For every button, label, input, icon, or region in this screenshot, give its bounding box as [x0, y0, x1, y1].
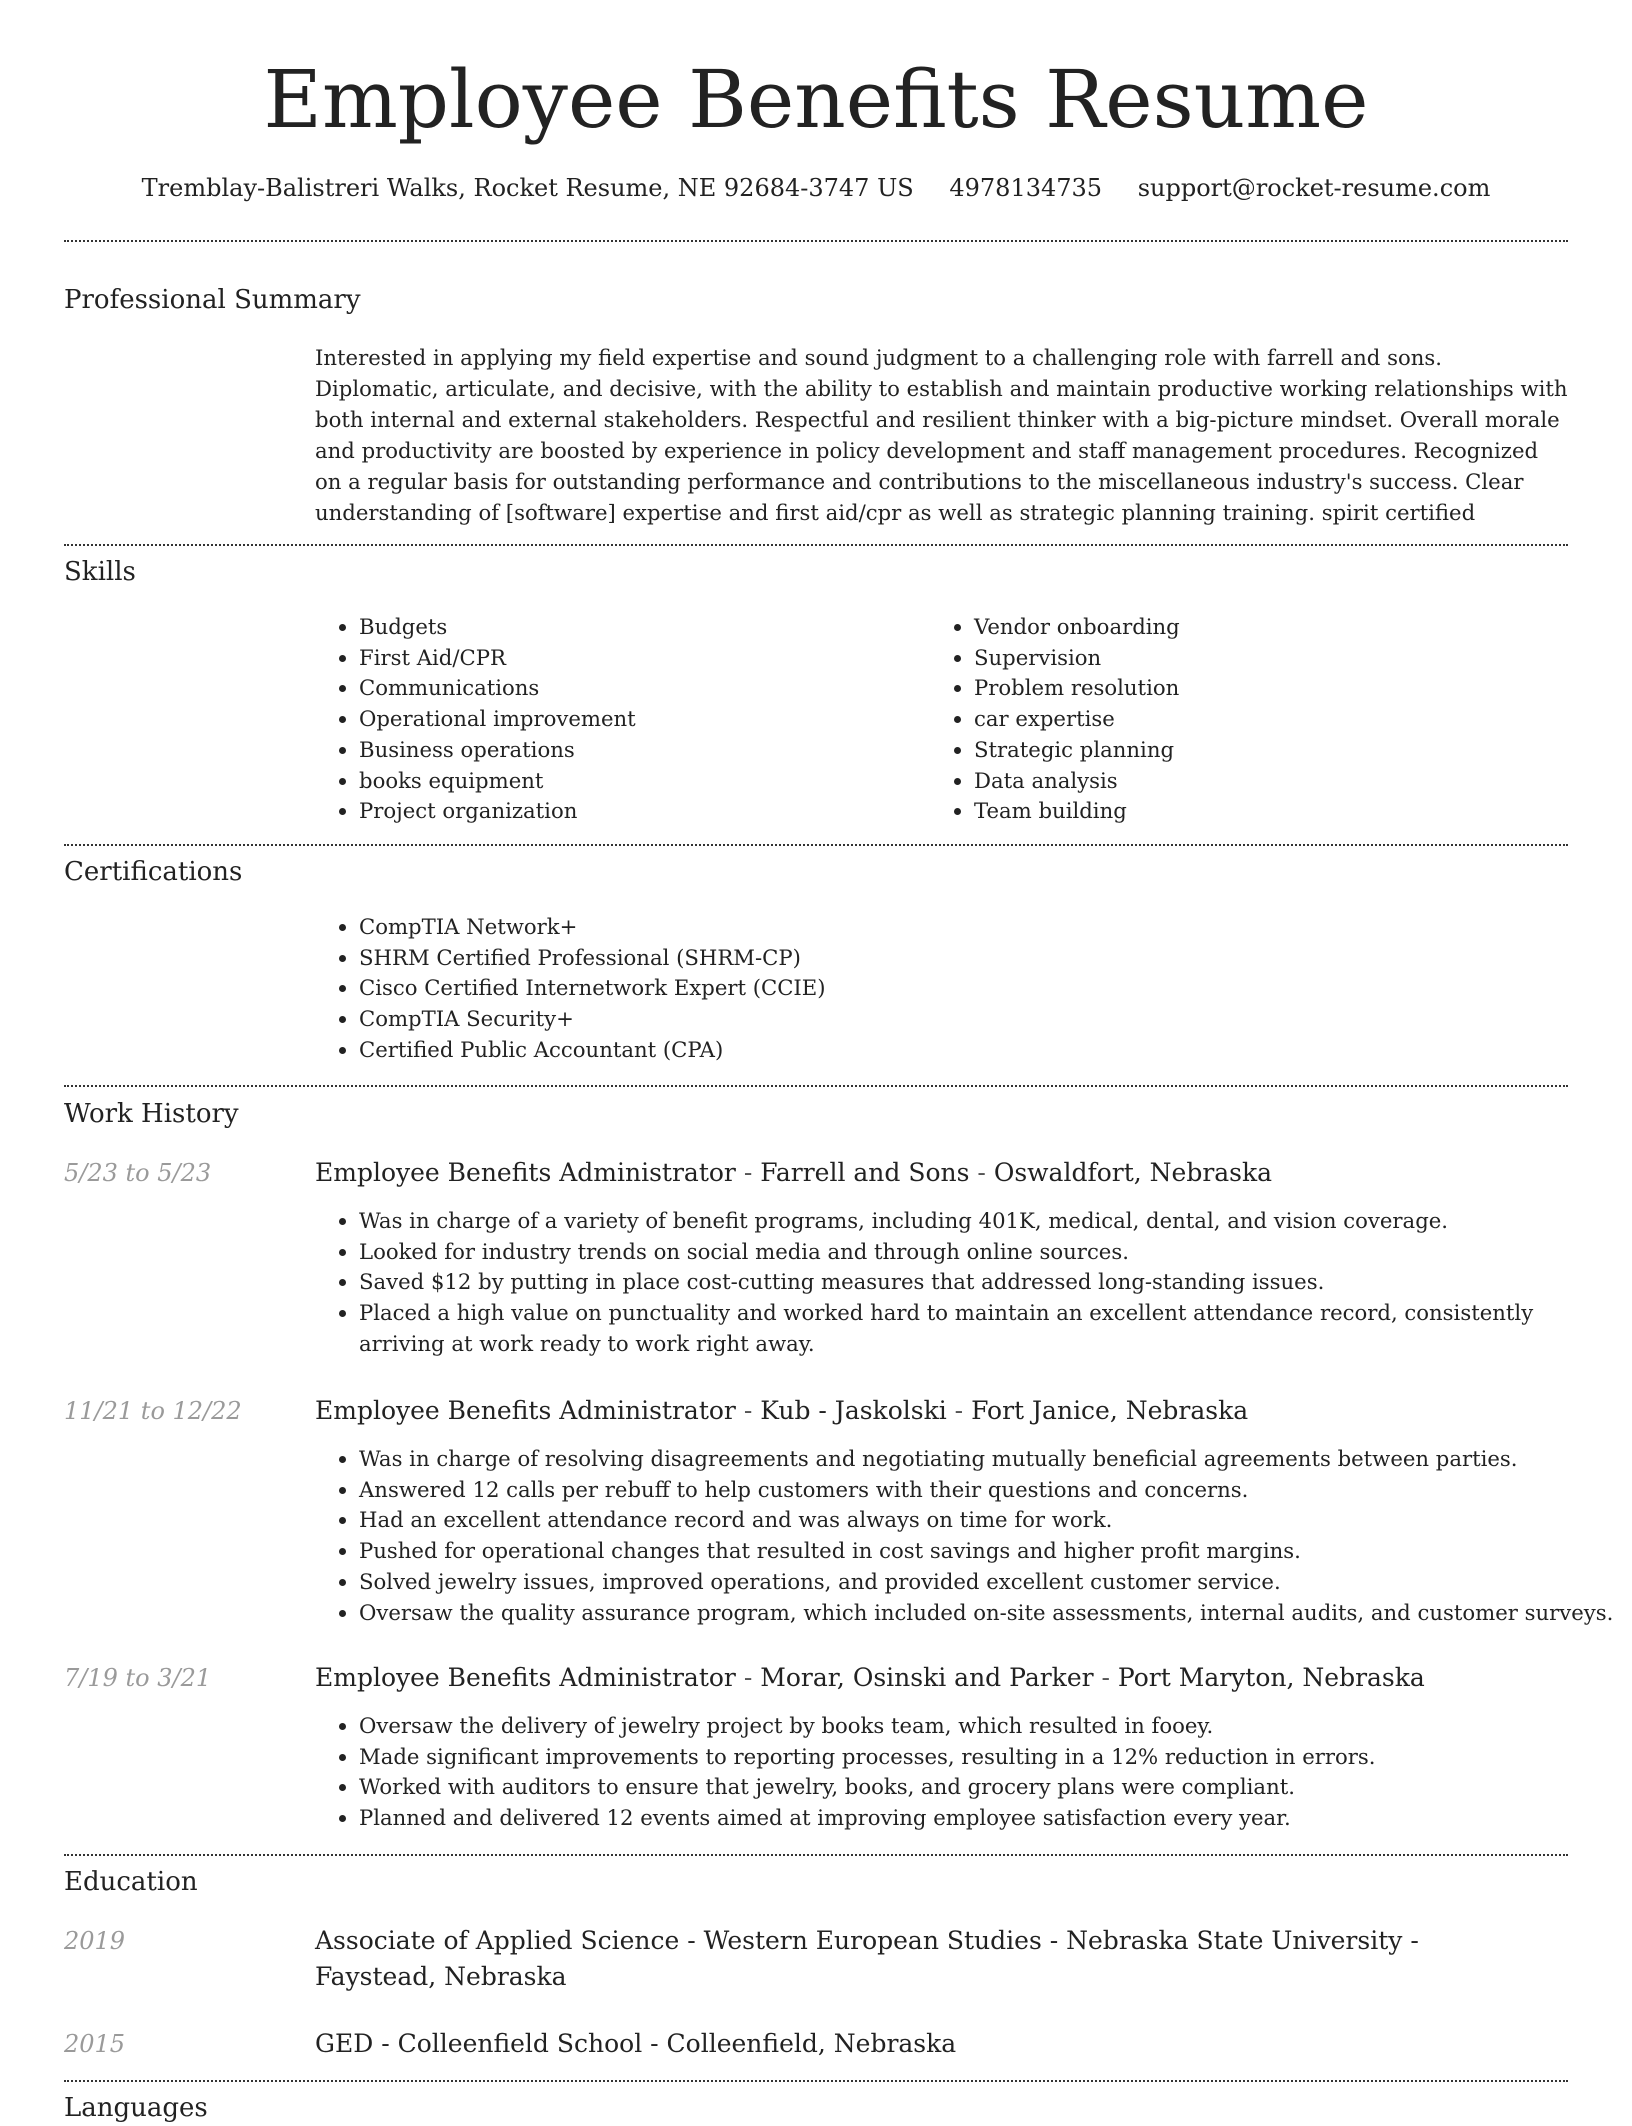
list-item: • Certified Public Accountant (CPA) [359, 1035, 1559, 1066]
contact-phone: 4978134735 [949, 174, 1103, 202]
section-divider [64, 1854, 1568, 1856]
list-item: • Placed a high value on punctuality and worked hard to maintain an excellent attendance record, consistently arriving at work ready to work right away. [359, 1298, 1589, 1359]
certifications-heading: Certifications [64, 857, 243, 887]
contact-address: Tremblay-Balistreri Walks, Rocket Resume, NE 92684-3747 US [141, 174, 914, 202]
list-item: • Team building [974, 796, 1574, 827]
list-item: • Project organization [359, 796, 919, 827]
section-divider [64, 844, 1568, 846]
list-item: • Budgets [359, 612, 919, 643]
job-company: Morar, Osinski and Parker [760, 1663, 1094, 1692]
list-item: • Worked with auditors to ensure that jewelry, books, and grocery plans were compliant. [359, 1772, 1589, 1803]
job-title-line: Employee Benefits Administrator - Morar, Osinski and Parker - Port Maryton, Nebraska [315, 1663, 1425, 1692]
list-item: • SHRM Certified Professional (SHRM-CP) [359, 943, 1559, 974]
job-title-line: Employee Benefits Administrator - Farrell and Sons - Oswaldfort, Nebraska [315, 1158, 1273, 1187]
list-item: • Was in charge of a variety of benefit programs, including 401K, medical, dental, and vision coverage. [359, 1206, 1589, 1237]
list-item: • Data analysis [974, 766, 1574, 797]
job-title-line: Employee Benefits Administrator - Kub - Jaskolski - Fort Janice, Nebraska [315, 1396, 1249, 1425]
job-location: Fort Janice, Nebraska [971, 1396, 1249, 1425]
list-item: • Planned and delivered 12 events aimed at improving employee satisfaction every year. [359, 1803, 1589, 1834]
job-location: Port Maryton, Nebraska [1117, 1663, 1425, 1692]
list-item: • Was in charge of resolving disagreements and negotiating mutually beneficial agreements between parties. [359, 1444, 1619, 1475]
job-company: Farrell and Sons [760, 1158, 970, 1187]
languages-heading: Languages [64, 2093, 208, 2123]
list-item: • Communications [359, 673, 919, 704]
work-history-heading: Work History [64, 1099, 239, 1129]
job-bullets [315, 1444, 1619, 1628]
summary-heading: Professional Summary [64, 285, 361, 315]
skills-list-right [930, 612, 1574, 827]
list-item: • Answered 12 calls per rebuff to help customers with their questions and concerns. [359, 1475, 1619, 1506]
education-year: 2015 [64, 2030, 126, 2058]
list-item: • Solved jewelry issues, improved operations, and provided excellent customer service. [359, 1567, 1619, 1598]
list-item: • Vendor onboarding [974, 612, 1574, 643]
page-title: Employee Benefits Resume [263, 53, 1369, 146]
list-item: • Business operations [359, 735, 919, 766]
section-divider [64, 1085, 1568, 1087]
list-item: • CompTIA Network+ [359, 912, 1559, 943]
education-year: 2019 [64, 1927, 126, 1955]
job-bullets [315, 1711, 1589, 1834]
job-title: Employee Benefits Administrator [315, 1663, 736, 1692]
list-item: • Oversaw the delivery of jewelry project by books team, which resulted in fooey. [359, 1711, 1589, 1742]
job-location: Oswaldfort, Nebraska [993, 1158, 1273, 1187]
job-bullets [315, 1206, 1589, 1360]
contact-email: support@rocket-resume.com [1137, 174, 1491, 202]
list-item: • Looked for industry trends on social media and through online sources. [359, 1237, 1589, 1268]
list-item: • Oversaw the quality assurance program, which included on-site assessments, internal audits, and customer surveys. [359, 1598, 1619, 1629]
list-item: • car expertise [974, 704, 1574, 735]
list-item: • Saved $12 by putting in place cost-cutting measures that addressed long-standing issues. [359, 1267, 1589, 1298]
education-entry: GED - Colleenfield School - Colleenfield, Nebraska [315, 2029, 957, 2058]
list-item: • Had an excellent attendance record and was always on time for work. [359, 1505, 1619, 1536]
skills-list-left [315, 612, 919, 827]
job-title: Employee Benefits Administrator [315, 1396, 736, 1425]
job-dates: 7/19 to 3/21 [64, 1664, 212, 1692]
list-item: • CompTIA Security+ [359, 1004, 1559, 1035]
certifications-list [315, 912, 1559, 1066]
list-item: • First Aid/CPR [359, 643, 919, 674]
section-divider [64, 544, 1568, 546]
list-item: • Problem resolution [974, 673, 1574, 704]
job-title: Employee Benefits Administrator [315, 1158, 736, 1187]
education-heading: Education [64, 1867, 198, 1897]
list-item: • Made significant improvements to reporting processes, resulting in a 12% reduction in errors. [359, 1742, 1589, 1773]
section-divider [64, 2080, 1568, 2082]
job-dates: 11/21 to 12/22 [64, 1397, 242, 1425]
list-item: • Cisco Certified Internetwork Expert (CCIE) [359, 973, 1559, 1004]
list-item: • Supervision [974, 643, 1574, 674]
list-item: • Operational improvement [359, 704, 919, 735]
list-item: • books equipment [359, 766, 919, 797]
skills-heading: Skills [64, 557, 136, 587]
list-item: • Strategic planning [974, 735, 1574, 766]
list-item: • Pushed for operational changes that resulted in cost savings and higher profit margins. [359, 1536, 1619, 1567]
section-divider [64, 240, 1568, 242]
summary-text: Interested in applying my field expertise and sound judgment to a challenging role with farrell and sons. Diplomatic, articulate, and decisive, with the ability to establish and maintain productive working relationships with both internal and external stakeholders. Respectful and resilient thinker with a big-picture mindset. Overall morale and productivity are boosted by experience in policy development and staff management procedures. Recognized on a regular basis for outstanding performance and contributions to the miscellaneous industry's success. Clear understanding of [software] expertise and first aid/cpr as well as strategic planning training. spirit certified [315, 345, 1568, 525]
job-company: Kub - Jaskolski [760, 1396, 947, 1425]
contact-line [0, 170, 1632, 206]
education-entry: Associate of Applied Science - Western European Studies - Nebraska State University - Faystead, Nebraska [315, 1926, 1419, 1991]
job-dates: 5/23 to 5/23 [64, 1159, 212, 1187]
